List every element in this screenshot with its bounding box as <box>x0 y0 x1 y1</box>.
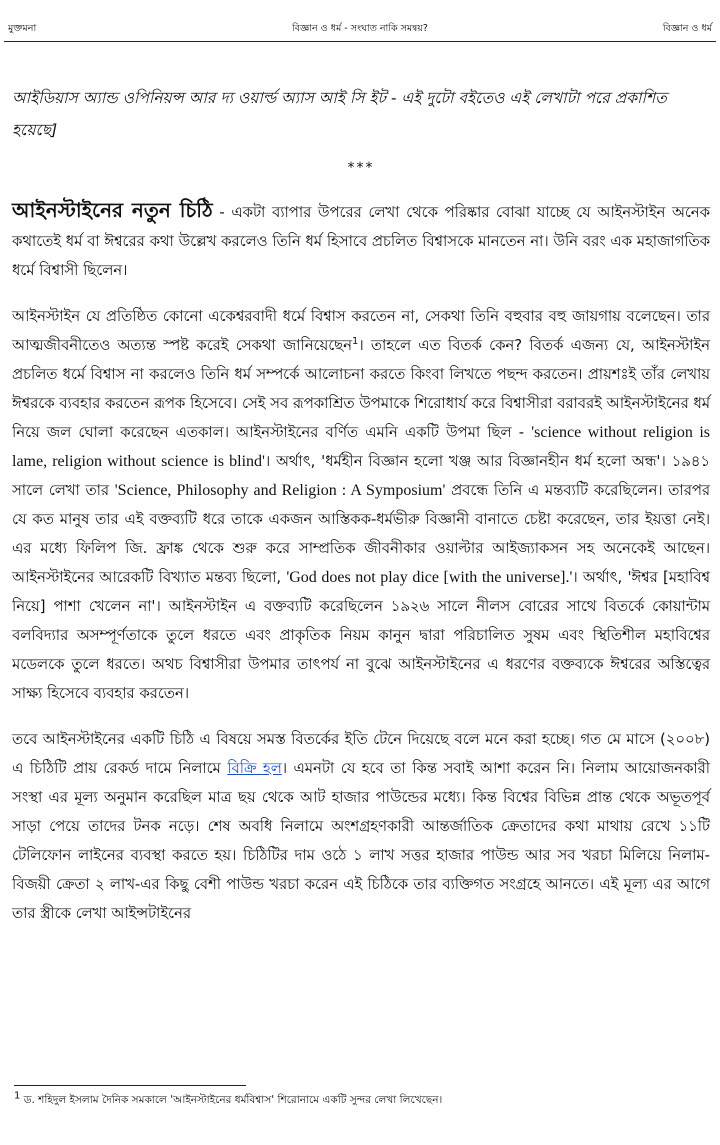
footnote-ref[interactable]: 1 <box>351 336 359 348</box>
header-divider <box>4 41 716 42</box>
section-title: আইনস্টাইনের নতুন চিঠি <box>12 198 213 222</box>
essay-title: 'Science, Philosophy and Religion : A Symposium' <box>114 482 446 499</box>
paragraph-1 <box>12 196 710 285</box>
page-content <box>12 82 710 945</box>
footnote <box>14 1092 714 1108</box>
footnote-divider <box>14 1085 246 1086</box>
header-site-name: মুক্তমনা <box>8 23 37 34</box>
paragraph-3-text-a: তবে আইনস্টাইনের একটি চিঠি এ বিষয়ে সমস্ত বিতর্কের ইতি টেনে দিয়েছে বলে মনে করা হচ্ছে। গত মে মাসে (২০০৮) এ চিঠিটি প্রায় রেকর্ড দামে নিলামে <box>12 731 710 777</box>
paragraph-1-text: - একটা ব্যাপার উপরের লেখা থেকে পরিষ্কার বোঝা যাচ্ছে যে আইনস্টাইন অনেক কথাতেই ধর্ম বা ঈশ্বরের কথা উল্লেখ করলেও তিনি ধর্ম হিসাবে প্রচলিত বিশ্বাসকে মানতেন না। উনি বরং এক মহাজাগতিক ধর্মে বিশ্বাসী ছিলেন। <box>12 204 710 279</box>
sold-link[interactable]: বিক্রি হল <box>227 760 282 777</box>
paragraph-3 <box>12 725 710 928</box>
header-section-name: বিজ্ঞান ও ধর্ম <box>662 23 712 34</box>
footnote-text: ড. শহিদুল ইসলাম দৈনিক সমকালে 'আইনস্টাইনের ধর্মবিশ্বাস' শিরোনামে একটি সুন্দর লেখা লিখেছেন। <box>20 1094 443 1106</box>
page-header <box>0 0 720 44</box>
paragraph-3-text-b: । এমনটা যে হবে তা কিন্ত সবাই আশা করেন নি। নিলাম আয়োজনকারী সংস্থা এর মূল্য অনুমান করেছিল মাত্র ছয় থেকে আট হাজার পাউন্ডের মধ্যে। কিন্ত বিশ্বের বিভিন্ন প্রান্ত থেকে অভূতপূর্ব সাড়া পেয়ে তাদের টনক নড়ে। শেষ অবধি নিলামে অংশগ্রহণকারী আন্তর্জাতিক ক্রেতাদের কথা মাথায় রেখে ১১টি টেলিফোন লাইনের ব্যবস্থা করতে হয়। চিঠিটির দাম ওঠে ১ লাখ সত্তর হাজার পাউন্ড আর সব খরচা মিলিয়ে নিলাম-বিজয়ী ক্রেতা ২ লাখ-এর কিছু বেশী পাউন্ড খরচা করেন এই চিঠিকে তার ব্যক্তিগত সংগ্রহে আনতে। এই মূল্য এর আগে তার স্ত্রীকে লেখা আইন্সটাইনের <box>12 760 710 922</box>
quote-science-religion: 'science without religion is lame, religion without science is blind' <box>12 424 710 470</box>
footnote-mark: 1 <box>14 1090 21 1102</box>
paragraph-2 <box>12 302 710 708</box>
paragraph-2-text-b: । তাহলে এত বিতর্ক কেন? বিতর্ক এজন্য যে, আইনস্টাইন প্রচলিত ধর্মে বিশ্বাস না করলেও তিনি ধর্ম সম্পর্কে আলোচনা করতে কিংবা লিখতে পছন্দ করতেন। প্রায়শঃই তাঁর লেখায় ঈশ্বরকে ব্যবহার করতেন রূপক হিসেবে। সেই সব রূপকাশ্রিত উপমাকে শিরোধার্য করে বিশ্বাসীরা বরাবরই আইনস্টাইনের ধর্ম নিয়ে জল ঘোলা করেছেন এতকাল। আইনস্টাইনের বর্ণিত এমনি একটি উপমা ছিল - <box>12 337 710 441</box>
paragraph-2-text-c: । অর্থাৎ, 'ধর্মহীন বিজ্ঞান হলো খঞ্জ আর বিজ্ঞানহীন ধর্ম হলো অন্ধ'। ১৯৪১ সালে লেখা তার <box>12 453 711 499</box>
paragraph-2-text-d: প্রবন্ধে তিনি এ মন্তব্যটি করেছিলেন। তারপর যে কত মানুষ তার এই বক্তব্যটি ধরে তাকে একজন আস্তিকক-ধর্মভীরু বিজ্ঞানী বানাতে চেষ্টা করেছেন, তার ইয়ত্তা নেই। এর মধ্যে ফিলিপ জি. ফ্রাঙ্ক থেকে শুরু করে সাম্প্রতিক জীবনীকার ওয়াল্টার আইজ্যাকসন সহ অনেকেই আছেন। আইনস্টাইনের আরেকটি বিখ্যাত মন্তব্য ছিলো, <box>12 482 711 586</box>
quote-god-dice: 'God does not play dice [with the universe].' <box>286 569 573 586</box>
header-document-title: বিজ্ঞান ও ধর্ম - সংঘাত নাকি সমন্বয়? <box>292 23 428 34</box>
paragraph-2-text-e: । অর্থাৎ, 'ঈশ্বর [মহাবিশ্ব নিয়ে] পাশা খেলেন না'। আইনস্টাইন এ বক্তব্যটি করেছিলেন ১৯২৬ সালে নীলস বোরের সাথে বিতর্কে কোয়ান্টাম বলবিদ্যার অসম্পূর্ণতাকে তুলে ধরতে এবং প্রাকৃতিক নিয়ম কানুন দ্বারা পরিচালিত সুষম এবং স্থিতিশীল মহাবিশ্বের মডেলকে তুলে ধরতে। অথচ বিশ্বাসীরা উপমার তাৎপর্য না বুঝে আইনস্টাইনের এ ধরণের বক্তব্যকে ঈশ্বরের অস্তিত্বের সাক্ষ্য হিসেবে ব্যবহার করতেন। <box>12 569 710 702</box>
intro-note: আইডিয়াস অ্যান্ড ওপিনিয়ন্স আর দ্য ওয়ার্ল্ড অ্যাস আই সি ইট - এই দুটো বইতেও এই লেখাটা পরে প্রকাশিত হয়েছে] <box>12 89 667 139</box>
section-separator: *** <box>347 160 375 176</box>
paragraph-2-text-a: আইনস্টাইন যে প্রতিষ্ঠিত কোনো একেশ্বরবাদী ধর্মে বিশ্বাস করতেন না, সেকথা তিনি বহুবার বহু জায়গায় বলেছেন। তার আত্মজীবনীতেও অত্যন্ত স্পষ্ট করেই সেকথা জানিয়েছেন <box>12 308 710 354</box>
